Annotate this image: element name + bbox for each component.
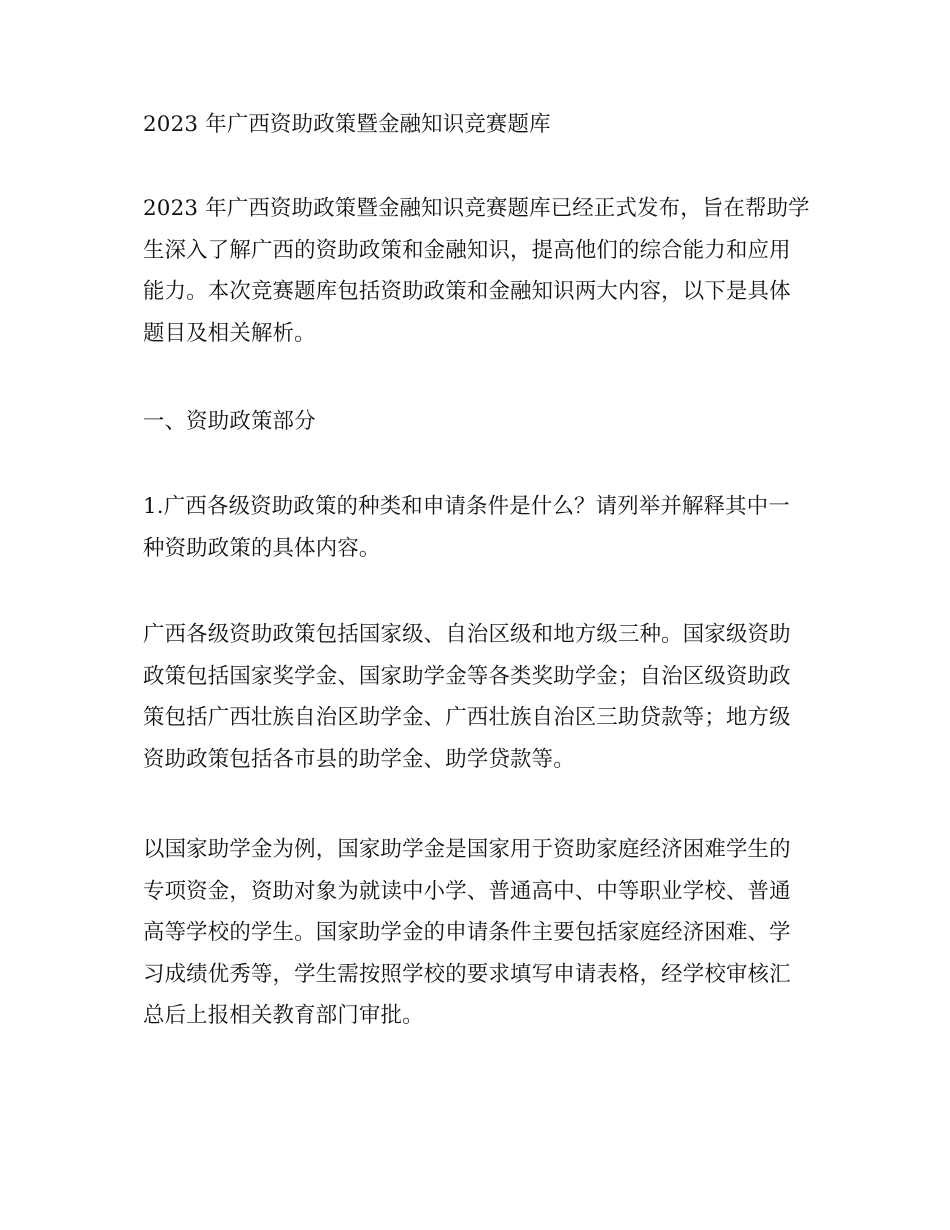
intro-line: 生深入了解广西的资助政策和金融知识，提高他们的综合能力和应用 — [143, 237, 791, 263]
answer-line: 政策包括国家奖学金、国家助学金等各类奖助学金；自治区级资助政 — [143, 663, 791, 689]
example-line: 习成绩优秀等，学生需按照学校的要求填写申请表格，经学校审核汇 — [143, 961, 791, 987]
answer-line: 广西各级资助政策包括国家级、自治区级和地方级三种。国家级资助 — [143, 622, 791, 647]
example-line: 高等学校的学生。国家助学金的申请条件主要包括家庭经济困难、学 — [143, 920, 791, 945]
document-title — [143, 104, 808, 146]
intro-line: 2023 年广西资助政策暨金融知识竞赛题库已经正式发布，旨在帮助学 — [143, 196, 810, 221]
question-line: 种资助政策的具体内容。 — [143, 535, 381, 561]
intro-line: 能力。本次竞赛题库包括资助政策和金融知识两大内容，以下是具体 — [143, 279, 791, 304]
intro-paragraph — [143, 188, 808, 354]
question-1-paragraph — [143, 486, 808, 569]
answer-1-paragraph — [143, 614, 808, 780]
example-line: 以国家助学金为例，国家助学金是国家用于资助家庭经济困难学生的 — [143, 837, 791, 862]
example-1-paragraph — [143, 829, 808, 1037]
question-line: 1.广西各级资助政策的种类和申请条件是什么？请列举并解释其中一 — [143, 494, 790, 519]
answer-line: 资助政策包括各市县的助学金、助学贷款等。 — [143, 746, 575, 772]
section-heading — [143, 401, 808, 443]
example-line: 总后上报相关教育部门审批。 — [143, 1003, 424, 1028]
intro-line: 题目及相关解析。 — [143, 320, 316, 346]
section-heading-text: 一、资助政策部分 — [143, 409, 316, 434]
example-line: 专项资金，资助对象为就读中小学、普通高中、中等职业学校、普通 — [143, 878, 791, 904]
document-title-text: 2023 年广西资助政策暨金融知识竞赛题库 — [143, 112, 551, 137]
answer-line: 策包括广西壮族自治区助学金、广西壮族自治区三助贷款等；地方级 — [143, 705, 791, 730]
